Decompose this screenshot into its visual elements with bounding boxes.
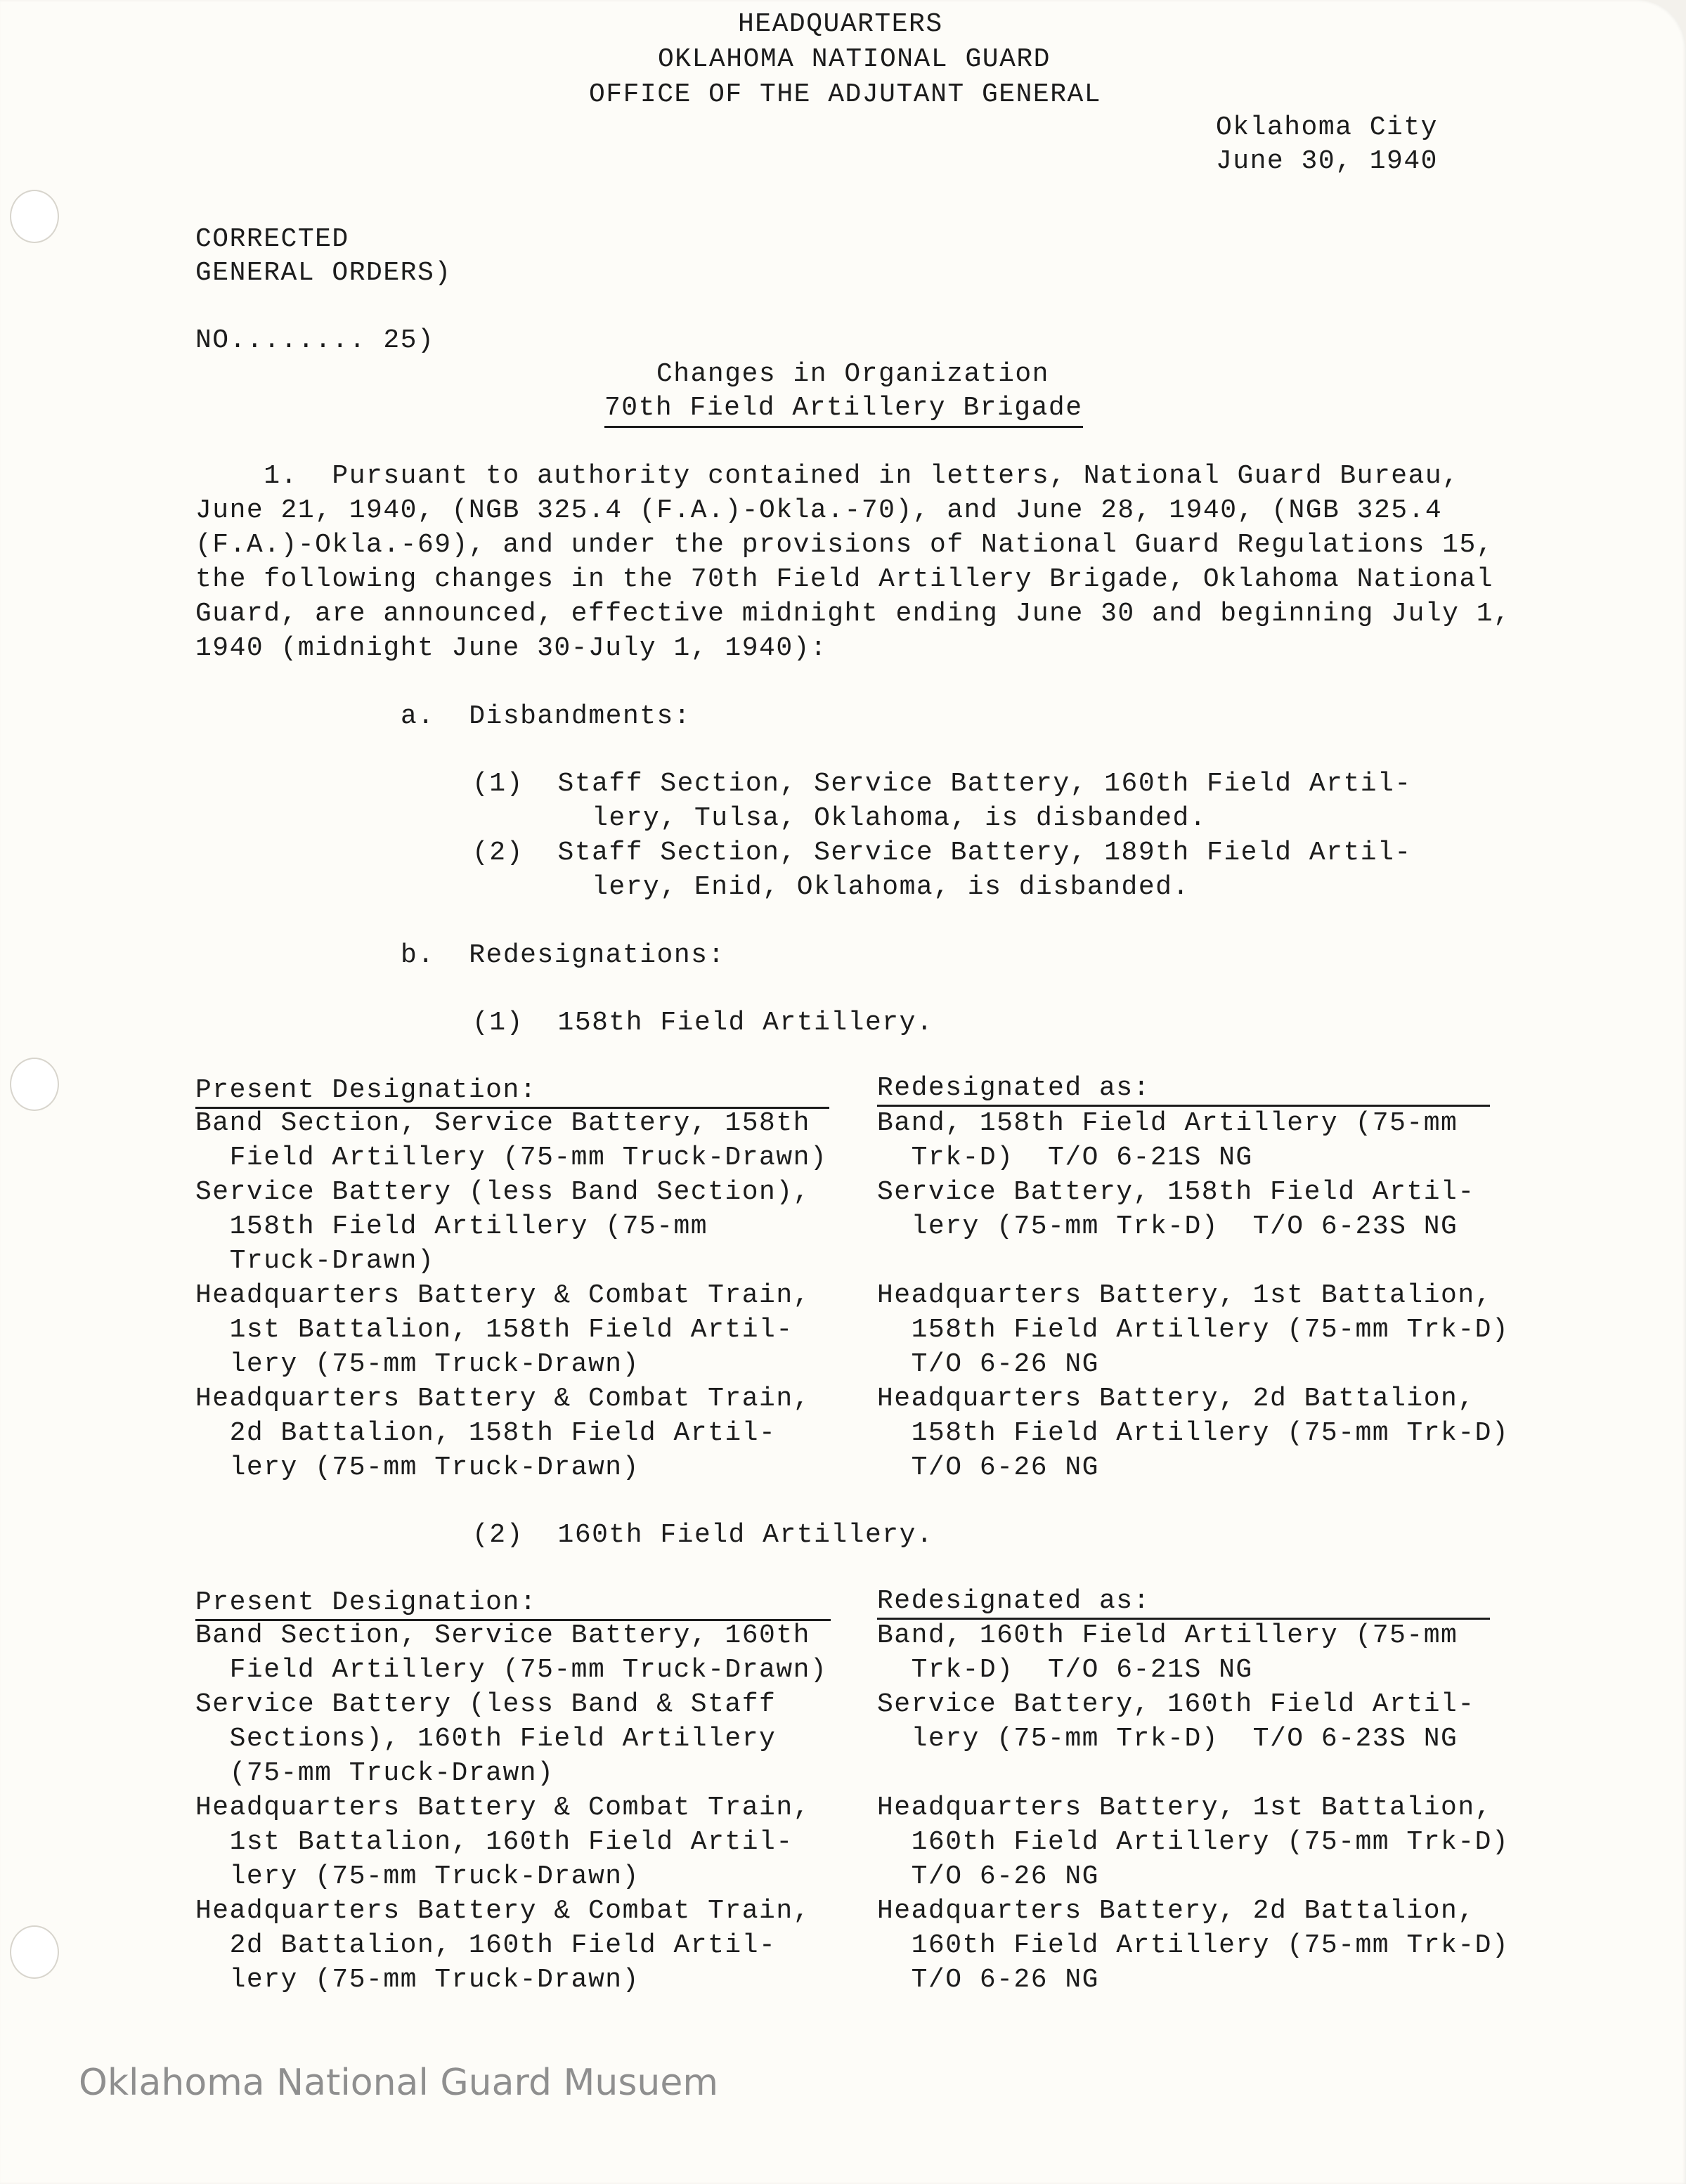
museum-watermark: Oklahoma National Guard Musuem — [79, 2062, 719, 2104]
table-cell: Service Battery, 160th Field Artil- — [877, 1689, 1475, 1720]
title-line-2: 70th Field Artillery Brigade — [604, 391, 1083, 428]
table-cell: Service Battery (less Band & Staff — [195, 1689, 777, 1720]
table-cell: Trk-D) T/O 6-21S NG — [877, 1655, 1253, 1685]
paragraph-line: 1. Pursuant to authority contained in letters, National Guard Bureau, — [195, 461, 1460, 491]
table-cell: 158th Field Artillery (75-mm Trk-D) — [877, 1418, 1510, 1448]
table-cell: lery (75-mm Truck-Drawn) — [195, 1965, 640, 1995]
table2-redesignated-header: Redesignated as: — [877, 1586, 1150, 1616]
order-number: NO........ 25) — [195, 325, 435, 356]
section-a-heading: a. Disbandments: — [401, 701, 692, 732]
table-cell: 158th Field Artillery (75-mm — [195, 1211, 708, 1242]
disbandment-line: lery, Tulsa, Oklahoma, is disbanded. — [472, 803, 1207, 833]
order-general-orders: GENERAL ORDERS) — [195, 258, 452, 288]
disbandment-line: (2) Staff Section, Service Battery, 189th Field Artil- — [472, 838, 1412, 868]
table-cell: Headquarters Battery & Combat Train, — [195, 1384, 810, 1414]
order-corrected: CORRECTED — [195, 224, 349, 254]
table-cell: Band, 160th Field Artillery (75-mm — [877, 1620, 1458, 1651]
header-line-3: OFFICE OF THE ADJUTANT GENERAL — [589, 79, 1102, 110]
subsection-2-title: (2) 160th Field Artillery. — [472, 1520, 934, 1550]
table-cell: Headquarters Battery, 1st Battalion, — [877, 1793, 1492, 1823]
header-line-2: OKLAHOMA NATIONAL GUARD — [658, 44, 1051, 74]
punch-hole-top — [10, 190, 59, 243]
table-cell: Service Battery (less Band Section), — [195, 1177, 810, 1207]
title-line-1: Changes in Organization — [656, 359, 1049, 389]
table-cell: Trk-D) T/O 6-21S NG — [877, 1143, 1253, 1173]
table-cell: 1st Battalion, 160th Field Artil- — [195, 1827, 793, 1857]
paragraph-line: June 21, 1940, (NGB 325.4 (F.A.)-Okla.-70), and June 28, 1940, (NGB 325.4 — [195, 495, 1443, 526]
table-cell: Headquarters Battery & Combat Train, — [195, 1280, 810, 1311]
disbandment-line: (1) Staff Section, Service Battery, 160th Field Artil- — [472, 769, 1412, 799]
table-cell: Band Section, Service Battery, 158th — [195, 1108, 810, 1138]
table-cell: lery (75-mm Trk-D) T/O 6-23S NG — [877, 1724, 1458, 1754]
date: June 30, 1940 — [1216, 146, 1438, 176]
table-cell: lery (75-mm Truck-Drawn) — [195, 1861, 640, 1892]
table-cell: 2d Battalion, 158th Field Artil- — [195, 1418, 777, 1448]
table-cell: T/O 6-26 NG — [877, 1861, 1099, 1892]
table2-present-header: Present Designation: — [195, 1587, 538, 1618]
paragraph-line: (F.A.)-Okla.-69), and under the provisions of National Guard Regulations 15, — [195, 530, 1494, 560]
table-cell: Headquarters Battery, 2d Battalion, — [877, 1384, 1475, 1414]
paragraph-line: 1940 (midnight June 30-July 1, 1940): — [195, 633, 828, 663]
table-cell: Headquarters Battery & Combat Train, — [195, 1896, 810, 1926]
table-cell: 158th Field Artillery (75-mm Trk-D) — [877, 1315, 1510, 1345]
table-cell: lery (75-mm Truck-Drawn) — [195, 1349, 640, 1379]
table-cell: 160th Field Artillery (75-mm Trk-D) — [877, 1827, 1510, 1857]
paragraph-line: the following changes in the 70th Field Artillery Brigade, Oklahoma National — [195, 564, 1494, 594]
punch-hole-bottom — [10, 1925, 59, 1979]
table-cell: lery (75-mm Truck-Drawn) — [195, 1452, 640, 1483]
table-cell: Sections), 160th Field Artillery — [195, 1724, 777, 1754]
subsection-1-title: (1) 158th Field Artillery. — [472, 1008, 934, 1038]
table1-present-header: Present Designation: — [195, 1075, 538, 1105]
section-b-heading: b. Redesignations: — [401, 940, 725, 970]
table1-redesignated-header: Redesignated as: — [877, 1073, 1150, 1103]
table-cell: Truck-Drawn) — [195, 1246, 435, 1276]
place: Oklahoma City — [1216, 112, 1438, 143]
disbandment-line: lery, Enid, Oklahoma, is disbanded. — [472, 872, 1190, 902]
table-cell: Headquarters Battery, 2d Battalion, — [877, 1896, 1475, 1926]
header-line-1: HEADQUARTERS — [738, 9, 943, 39]
table-cell: Band, 158th Field Artillery (75-mm — [877, 1108, 1458, 1138]
table-cell: Headquarters Battery & Combat Train, — [195, 1793, 810, 1823]
table-cell: T/O 6-26 NG — [877, 1452, 1099, 1483]
table-cell: Band Section, Service Battery, 160th — [195, 1620, 810, 1651]
table-cell: 1st Battalion, 158th Field Artil- — [195, 1315, 793, 1345]
table-cell: Field Artillery (75-mm Truck-Drawn) — [195, 1655, 828, 1685]
punch-hole-middle — [10, 1058, 59, 1111]
table-cell: (75-mm Truck-Drawn) — [195, 1758, 555, 1788]
table-cell: Field Artillery (75-mm Truck-Drawn) — [195, 1143, 828, 1173]
table-cell: lery (75-mm Trk-D) T/O 6-23S NG — [877, 1211, 1458, 1242]
table-cell: 160th Field Artillery (75-mm Trk-D) — [877, 1930, 1510, 1961]
paragraph-line: Guard, are announced, effective midnight ending June 30 and beginning July 1, — [195, 599, 1511, 629]
table-cell: 2d Battalion, 160th Field Artil- — [195, 1930, 777, 1961]
table-cell: T/O 6-26 NG — [877, 1965, 1099, 1995]
table-cell: T/O 6-26 NG — [877, 1349, 1099, 1379]
table-cell: Headquarters Battery, 1st Battalion, — [877, 1280, 1492, 1311]
table-cell: Service Battery, 158th Field Artil- — [877, 1177, 1475, 1207]
